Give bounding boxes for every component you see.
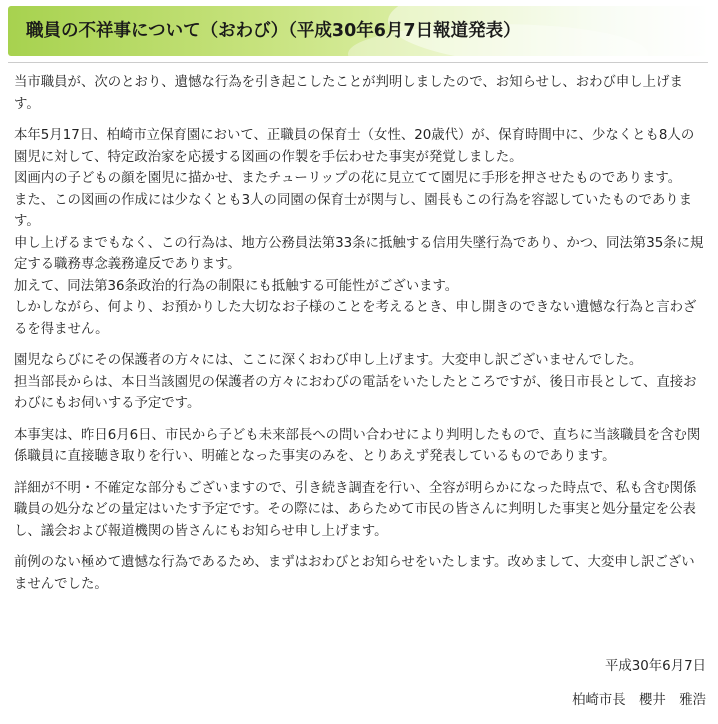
paragraph-line: また、この図画の作成には少なくとも3人の同園の保育士が関与し、園長もこの行為を容認していたものであります。 — [14, 192, 693, 229]
paragraph-line: 図画内の子どもの顔を園児に描かせ、またチューリップの花に見立てて園児に手形を押させたものであります。 — [14, 171, 682, 186]
paragraph-incident — [14, 125, 704, 340]
paragraph-line: 申し上げるまでもなく、この行為は、地方公務員法第33条に抵触する信用失墜行為であり、かつ、同法第35条に規定する職務専念義務違反であります。 — [14, 235, 704, 272]
paragraph-line: 本年5月17日、柏崎市立保育園において、正職員の保育士（女性、20歳代）が、保育時間中に、少なくとも8人の園児に対して、特定政治家を応援する図画の作製を手伝わせた事実が発覚しました。 — [14, 128, 695, 165]
paragraph-line: 加えて、同法第36条政治的行為の制限にも抵触する可能性がございます。 — [14, 278, 459, 294]
paragraph-closing — [14, 552, 704, 595]
paragraph-line: 園児ならびにその保護者の方々には、ここに深くおわび申し上げます。大変申し訳ございませんでした。 — [14, 353, 643, 368]
page-header — [8, 6, 708, 56]
paragraph-investigation — [14, 478, 704, 543]
paragraph-line: 詳細が不明・不確定な部分もございますので、引き続き調査を行い、全容が明らかになった時点で、私も含む関係職員の処分などの量定はいたす予定です。その際には、あらためて市民の皆さんに判明した事実と処分量定を公表し、議会および報道機関の皆さんにもお知らせ申し上げます。 — [14, 480, 697, 539]
paragraph-line: 前例のない極めて遺憾な行為であるため、まずはおわびとお知らせをいたします。改めまして、大変申し訳ございませんでした。 — [14, 555, 695, 592]
page-title: 職員の不祥事について（おわび）（平成30年6月7日報道発表） — [26, 21, 521, 41]
mayor-signature: 柏崎市長 櫻井 雅浩 — [572, 693, 706, 708]
paragraph-discovery — [14, 425, 704, 468]
header-divider — [8, 62, 708, 63]
release-date: 平成30年6月7日 — [604, 659, 706, 674]
paragraph-intro — [14, 72, 704, 115]
paragraph-line: 当市職員が、次のとおり、遺憾な行為を引き起こしたことが判明しましたので、お知らせし、おわび申し上げます。 — [14, 75, 683, 112]
paragraph-apology — [14, 350, 704, 415]
paragraph-line: 担当部長からは、本日当該園児の保護者の方々におわびの電話をいたしたところですが、後日市長として、直接おわびにもお伺いする予定です。 — [14, 374, 697, 411]
paragraph-line: しかしながら、何より、お預かりした大切なお子様のことを考えるとき、申し開きのできない遺憾な行為と言わざるを得ません。 — [14, 300, 697, 337]
paragraph-line: 本事実は、昨日6月6日、市民から子ども未来部長への問い合わせにより判明したもので、直ちに当該職員を含む関係職員に直接聴き取りを行い、明確となった事実のみを、とりあえず発表しているものであります。 — [14, 427, 701, 464]
article-body — [14, 72, 704, 605]
